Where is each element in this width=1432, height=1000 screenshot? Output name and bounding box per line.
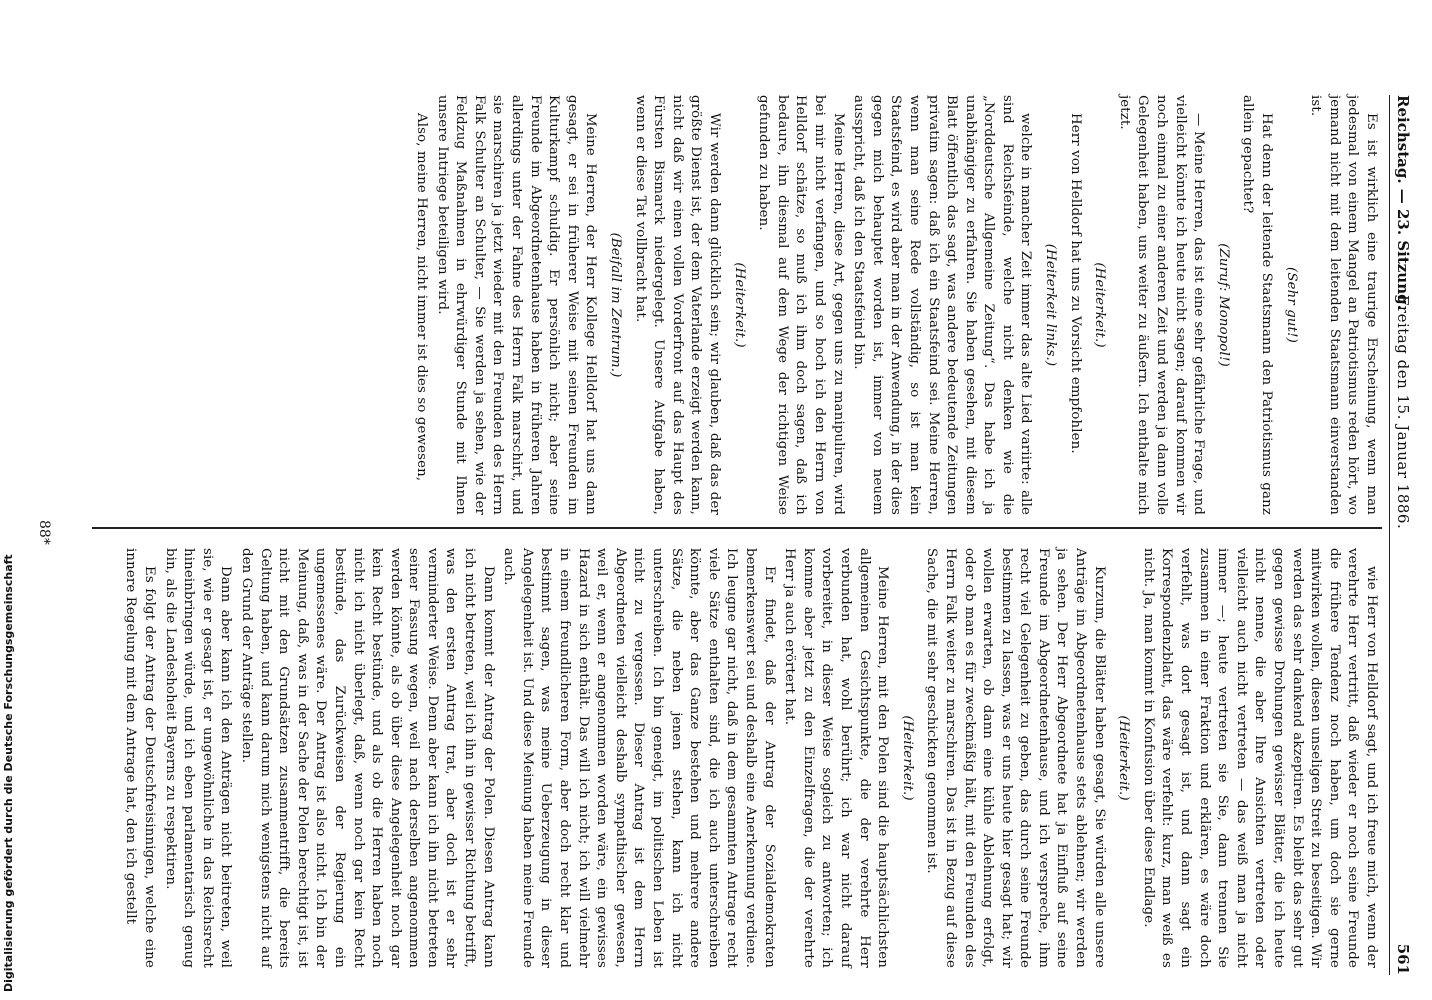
paragraph: Meine Herren, diese Art, gegen uns zu manipuliren, wird bei mir nicht verfangen, und so hoch ich den Herrn von Helldorf schätze, so muß ich ihm doch sagen, daß ich bedaure, ihn diesmal auf dem Wege der richtigen Weise gefunden zu haben. (756, 95, 846, 515)
interjection: (Sehr gut!) (1283, 267, 1299, 343)
paragraph: Meine Herren, der Herr Kollege Helldorf hat uns dann gesagt, er sei in früherer Weise mit seinen Freunden im Kulturkampf schuldig. Er persönlich nicht; aber seine Freunde im Abgeordnetenhause haben in früheren Jahren allerdings unter der Fahne des Herrn Falk marschirt, und sie marschiren ja jetzt wieder mit den Freunden des Herrn Falk Schulter an Schulter, — Sie werden ja sehen, wie der Feldzug Maßnahmen in ehrwürdiger Stunde mit Ihnen unsere Intriege beteiligen wird. (434, 95, 599, 515)
paragraph: Wir werden dann glücklich sein; wir glauben, daß das der größte Dienst ist, der dem Vaterlande erzeigt werden kann, nicht daß wir einen vollen Vorderfront auf das Haupt des Fürsten Bismarck niedergelegt. Unsere Aufgabe haben, wenn er diese Tat vollbracht hat. (632, 95, 722, 515)
paragraph: Dann kommt der Antrag der Polen. Diesen Antrag kann ich nicht betreten, weil ich ihn in gewisser Richtung betrifft, was den ersten Antrag trat, aber doch ist er sehr verminderter Weise. Denn aber kann ich ihn nicht betreten seiner Fassung wegen, weil nach derselben angenommen werden könnte, als ob über diese Angelegenheit noch gar kein Recht bestünde, und als ob die Herren haben noch nicht ich nicht überlegt, daß, wenn noch gar kein Recht bestünde, das Zurückweisen der Regierung ein ungemessenes wäre. Der Antrag ist also nicht. Ich bin der Meinung, daß, was in der Sache der Polen berechtigt ist, ist nicht mit den Grundsätzen zusammentrifft, die bereits Geltung haben, und kann darum mich wenigstens nicht auf den Grund der Anträge stellen. (238, 548, 496, 968)
page-header (1389, 95, 1414, 975)
paragraph: wie Herr von Helldorf sagt, und ich freue mich, wenn der verehrte Herr vertritt, daß wieder er noch seine Freunde die frühere Tendenz noch haben, um doch sie gerne mitwirken wollen, diesen unseligen Streit zu beseitigen. Wir werden das sehr dankend akzeptiren. Es bleibt das sehr gut gegen gewisse Drohungen gewisser Blätter, die ich heute nicht nenne, die aber Ihre Ansichten vertreten oder vielleicht auch nicht vertreten — das weiß man ja nicht immer —; heute vertreten sie Sie, dann trennen Sie zusammen in einer Fraktion und erklären, es wäre doch verfehlt, was dort gesagt ist, und dann sagt ein Korrespondenzblatt, das wäre verfehlt: kurz, man weiß es nicht. Ja, man kommt in Konfusion über diese Endlage. (1140, 548, 1379, 968)
paragraph: Meine Herren, mit den Polen sind die hauptsächlichsten allgemeinen Gesichtspunkte, die der verehrte Herr verbunden hat, wohl berührt; ich war nicht darauf vorbereitet, in dieser Weise sogleich zu antworten; ich komme aber jetzt zu den Einzelfragen, die der verehrte Herr ja auch erörtert hat. (782, 548, 891, 968)
right-column (119, 548, 1380, 968)
paragraph: — Meine Herren, das ist eine sehr gefährliche Frage, und vielleicht könnte ich heute nicht sagen; darauf kommen wir noch einmal zu einer anderen Zeit und werden ja dann volle Gelegenheit haben, uns weiter zu äußern. Ich enthalte mich jetzt. (1116, 95, 1207, 515)
column-divider (92, 527, 1382, 529)
interjection: (Heiterkeit.) (899, 715, 915, 801)
interjection: (Heiterkeit.) (731, 262, 747, 348)
digitization-credit (2, 0, 16, 1000)
paragraph: welche in mancher Zeit immer das alte Lied variirte: alle sind Reichsfeinde, welche nicht denken wie die „Norddeutsche Allgemeine Zeitung“. Das habe ich ja unabhängiger zu erfahren. Sie haben gesehen, mit diesem Blatt öffentlich das sagt, was andere bedeutende Zeitungen privatim sagen: daß ich ein Staatsfeind sei. Meine Herren, wenn man seine Rede vollständig, so ist man kein Staatsfeind, es wird aber man in der Anwendung, in der dies gegen mich behauptet worden ist, immer von neuem ausspricht, daß ich den Staatsfeind bin. (851, 95, 1034, 515)
paragraph: Also, meine Herren, nicht immer ist dies so gewesen, (414, 113, 430, 482)
paragraph: Kurzum, die Blätter haben gesagt, Sie würden alle unsere Anträge im Abgeordnetenhause stets ablehnen; wir werden ja sehen. Der Herr Abgeordnete hat ja Einfluß auf seine Freunde im Abgeordnetenhause, und ich verspreche, ihm recht viel Gelegenheit zu geben, das durch seine Freunde bestimmen zu lassen, was er uns heute hier gesagt hat; wir wollen erwarten, ob dann eine kühle Ablehnung erfolgt, oder ob man es für zweckmäßig hält, mit den Freunden des Herrn Falk weiter zu marschiren. Das ist in Bezug auf diese Sache, die mit sehr geschickten genommen ist. (924, 548, 1107, 968)
interjection: (Zuruf: Monopol!) (1215, 243, 1231, 367)
page-number: 561 (1394, 943, 1412, 975)
header-title: Reichstag. — 23. Sitzung. (1394, 95, 1412, 310)
header-date: Freitag den 15. Januar 1886. (1394, 295, 1412, 530)
credit-text: Digitalisierung gefördert durch die Deutsche Forschungsgemeinschaft (2, 554, 15, 992)
left-column (410, 95, 1381, 515)
paragraph: Hat denn der leitende Staatsmann den Patriotismus ganz allein gepachtet? (1240, 95, 1275, 515)
interjection: (Heiterkeit links.) (1043, 243, 1059, 367)
paragraph: Es folgt der Antrag der Deutschfreisinnigen, welche eine innere Regelung mit dem Antrage hat, den ich gestellt (123, 548, 157, 968)
interjection: (Heiterkeit.) (1116, 715, 1132, 801)
paragraph: Herr von Helldorf hat uns zu Vorsicht empfohlen. (1067, 113, 1083, 454)
paragraph: Dann aber kann ich den Anträgen nicht beitreten, weil sie, wie er gesagt ist, er ungewöhnliche in das Reichsrecht hineinbringen würde, und ich eben parlamentarisch genug bin, als die Landeshoheit Bayerns zu respektiren. (162, 548, 234, 968)
interjection: (Heiterkeit.) (1092, 262, 1108, 348)
paragraph: Es ist wirklich eine traurige Erscheinung, wenn man jedesmal von einem Mangel an Patriotismus reden hört, wo jemand nicht mit dem leitenden Staatsmann einverstanden ist. (1308, 95, 1379, 515)
interjection: (Beifall im Zentrum.) (608, 232, 624, 378)
paragraph: Er findet, daß der Antrag der Sozialdemokraten bemerkenswert sei und deshalb eine Anerkennung verdiene. Ich leugne gar nicht, daß in dem gesammten Antrage recht viele Sätze enthalten sind, die ich auch unterschreiben könnte, aber das Ganze bestehen und mehrere andere Sätze, die neben jenen stehen, kann ich nicht unterschreiben. Ich bin geneigt, im politischen Leben ist nicht zu vergessen. Dieser Antrag ist dem Herrn Abgeordneten vielleicht deshalb sympathischer gewesen, weil er, wenn er angenommen worden wäre, ein gewisses Hazard in sich enthält. Das will ich nicht; ich will vielmehr in einem freundlicheren Form, aber doch recht klar und bestimmt sagen, was meine Ueberzeugung in dieser Angelegenheit ist. Und diese Meinung haben meine Freunde auch. (501, 548, 777, 968)
sheet-mark: 88* (36, 520, 52, 545)
